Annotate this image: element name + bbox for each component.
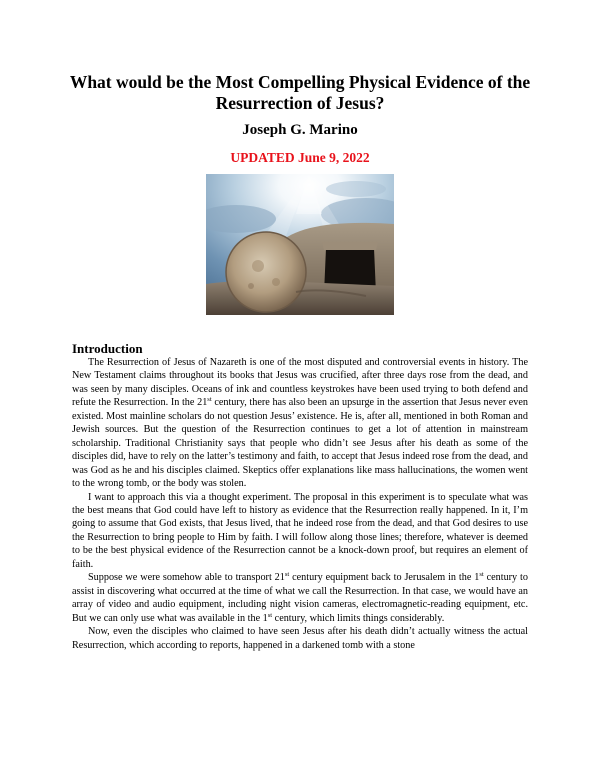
text-run: century, there has also been an upsurge in the assertion that Jesus never even existed. Most mainline scholars do not question Jesus’ existence. He is, after all, mentioned in both Roman and Jewish sources. But the question of the Resurrection continues to get a lot of attention in mainstream scholarship. Traditional Christianity says that people who didn’t see Jesus after his death as some of the disciples did, have to rely on the latter’s testimony and faith, to accept that Jesus indeed rose from the dead, and was God as he and his disciples claimed. Skeptics offer explanations like mass hallucinations, the women went to the wrong tomb, or the body was stolen.	[72, 397, 529, 490]
updated-date: UPDATED June 9, 2022	[230, 150, 370, 165]
section-heading: Introduction	[72, 341, 143, 356]
text-run: century, which limits things considerably.	[272, 612, 445, 624]
text-run: I want to approach this via a thought experiment. The proposal in this experiment is to speculate what was the best means that God could have left to history as evidence that the Resurrection really happened. In it, I’m going to assume that God exists, that Jesus lived, that he indeed rose from the dead, and that God desires to use the Resurrection to bring people to Him by faith. I will follow along those lines; therefore, whatever is deemed to be the best physical evidence of the Resurrection cannot be a knock-down proof, but requires an element of faith.	[72, 491, 528, 570]
rolled-away-stone-tomb-image	[206, 174, 394, 315]
text-run: century to assist in discovering what occurred at the time of what we call the Resurrection. In that case, we would have an array of video and audio equipment, including night vision cameras, electromagnetic-reading equipment, etc. But we can only use what was available in the 1	[72, 572, 528, 624]
paragraph	[72, 356, 528, 491]
superscript: st	[479, 571, 484, 579]
paragraph	[72, 571, 528, 625]
text-run: Suppose we were somehow able to transport 21	[88, 572, 285, 584]
superscript: st	[267, 611, 273, 619]
author-name: Joseph G. Marino	[242, 122, 358, 138]
superscript: st	[207, 396, 212, 404]
superscript: st	[284, 571, 290, 579]
paragraph	[72, 491, 528, 572]
text-run: century equipment back to Jerusalem in the 1	[289, 572, 480, 584]
document-title: What would be the Most Compelling Physical Evidence of the Resurrection of Jesus?	[69, 72, 531, 113]
paragraph	[72, 625, 528, 652]
text-run: Now, even the disciples who claimed to have seen Jesus after his death didn’t actually witness the actual Resurrection, which according to reports, happened in a darkened tomb with a stone	[72, 626, 528, 651]
body-text	[72, 356, 528, 652]
text-run: The Resurrection of Jesus of Nazareth is one of the most disputed and controversial events in history. The New Testament claims throughout its books that Jesus was crucified, after three days rose from the dead, and was seen by many disciples. Oceans of ink and countless keystrokes have been used trying to both defend and refute the Resurrection. In the 21	[72, 357, 528, 409]
